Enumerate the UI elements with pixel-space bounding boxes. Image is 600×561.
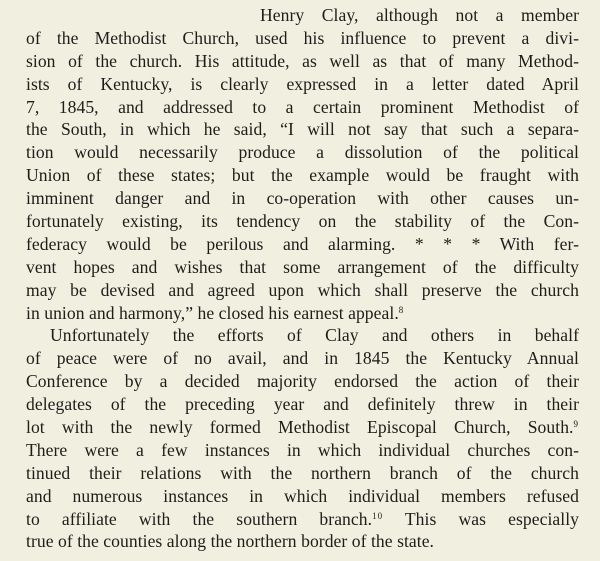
text-line: tinued their relations with the northern branch of the church [26,462,579,483]
text-line: federacy would be perilous and alarming. * * * With fer- [26,233,579,254]
text-line-content: lot with the newly formed Methodist Episcopal Church, South. [26,417,574,438]
text-line-content: to affiliate with the southern branch. [26,508,373,529]
text-line: imminent danger and in co-operation with other causes un- [26,188,579,209]
text-line: the South, in which he said, “I will not say that such a separa- [26,119,579,140]
text-line-content: in union and harmony,” he closed his earnest appeal. [26,302,399,323]
text-line: and numerous instances in which individual members refused [26,485,579,506]
footnote-marker: 10 [372,510,384,521]
text-line: of peace were of no avail, and in 1845 the Kentucky Annual [26,348,579,369]
text-line: sion of the church. His attitude, as well as that of many Method- [26,50,579,71]
text-line-tail: This was especially [383,508,580,529]
text-line: of the Methodist Church, used his influence to prevent a divi- [26,27,579,48]
text-line: Unfortunately the efforts of Clay and others in behalf [50,325,579,346]
text-line-with-footnote [26,508,579,531]
text-line-with-footnote [26,416,579,439]
paragraph-kentucky-conference [26,324,579,553]
paragraph-henry-clay [26,4,579,324]
footnote-marker: 8 [398,304,405,315]
text-line: ists of Kentucky, is clearly expressed in a letter dated April [26,73,579,94]
text-line-with-footnote [26,302,579,325]
text-line: fortunately existing, its tendency on the stability of the Con- [26,211,579,232]
document-page [26,4,579,553]
footnote-marker: 9 [573,419,579,430]
text-line: true of the counties along the northern border of the state. [26,531,435,552]
text-line: vent hopes and wishes that some arrangement of the difficulty [26,256,579,277]
text-line: delegates of the preceding year and definitely threw in their [26,394,579,415]
text-line: Union of these states; but the example would be fraught with [26,165,579,186]
text-line: Henry Clay, although not a member [260,5,579,25]
text-line: Conference by a decided majority endorsed the action of their [26,371,579,392]
text-line: tion would necessarily produce a dissolution of the political [26,142,579,163]
text-line: There were a few instances in which individual churches con- [26,439,579,460]
text-line: may be devised and agreed upon which shall preserve the church [26,279,579,300]
text-line: 7, 1845, and addressed to a certain prominent Methodist of [26,96,579,117]
